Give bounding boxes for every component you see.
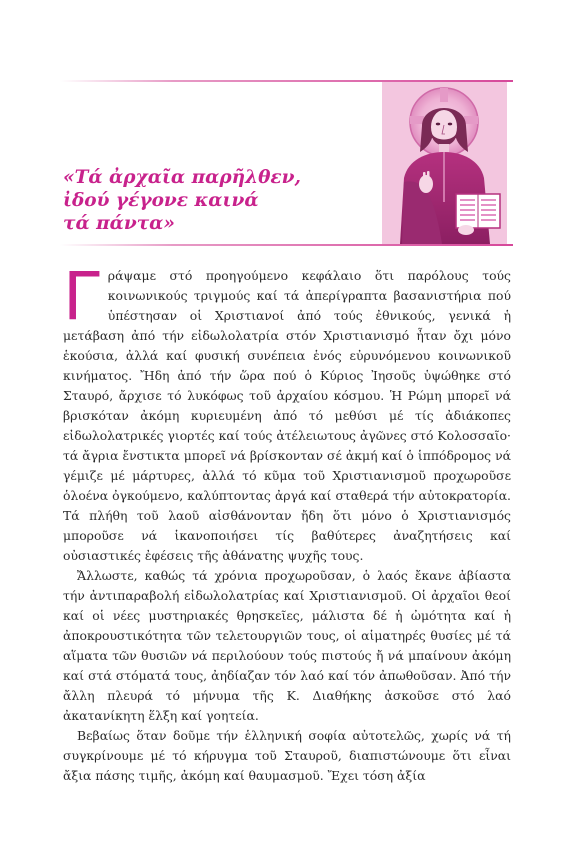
drop-cap: Γ <box>63 258 100 335</box>
title-line-3: τά πάντα» <box>63 213 175 234</box>
christ-pantocrator-icon <box>382 82 507 244</box>
paragraph-1 <box>63 258 511 566</box>
title-line-2: ἰδού γέγονε καινά <box>63 190 259 211</box>
paragraph-3: Βεβαίως ὅταν δοῦμε τήν ἑλληνική σοφία αὐτοτελῶς, χωρίς νά τή συγκρίνουμε μέ τό κήρυγμα τοῦ Σταυροῦ, διαπιστώνουμε ὅτι εἶναι ἄξια πάσης τιμῆς, ἀκόμη καί θαυμασμοῦ. Ἔχει τόση ἀξία <box>63 728 511 783</box>
paragraph-1-text: ράψαμε στό προηγούμενο κεφάλαιο ὅτι παρόλους τούς κοινωνικούς τριγμούς καί τά ἀπερίγραπτα βασανιστήρια πού ὑπέστησαν οἱ Χριστιανοί ἀπό τούς ἐθνικούς, γενικά ἡ μετάβαση ἀπό τήν εἰδωλολατρία στόν Χριστιανισμό ἦταν ὄχι μόνο ἑκούσια, ἀλλά καί φυσική συνέπεια ἑνός εὐρυνόμενου κοινωνικοῦ κινήματος. Ἤδη ἀπό τήν ὥρα πού ὁ Κύριος Ἰησοῦς ὑψώθηκε στό Σταυρό, ἄρχισε τό λυκόφως τοῦ ἀρχαίου κόσμου. Ἡ Ρώμη μπορεῖ νά βρισκόταν ἀκόμη κυριευμένη ἀπό τό μεθύσι μέ τίς ἀδιάκοπες εἰδωλολατρικές γιορτές καί τούς ἀτέλειωτους ἀγῶνες στό Κολοσσαῖο· τά ἄγρια ἔνστικτα μπορεῖ νά βρίσκονταν σέ ἀκμή καί ὁ ἱππόδρομος νά γέμιζε μέ μάρτυρες, ἀλλά τό κῦμα τοῦ Χριστιανισμοῦ προχωροῦσε ὁλοένα ὀγκούμενο, καλύπτοντας ἀργά καί σταθερά τήν αὐτοκρατορία. Τά πλήθη τοῦ λαοῦ αἰσθάνονταν ἤδη ὅτι μόνο ὁ Χριστιανισμός μποροῦσε νά ἱκανοποιήσει τίς βαθύτερες ἀναζητήσεις καί οὐσιαστικές ἐφέσεις τῆς ἀθάνατης ψυχῆς τους. <box>63 268 511 563</box>
chapter-title <box>63 166 333 235</box>
body-text <box>63 258 511 786</box>
title-line-1: «Τά ἀρχαῖα παρῆλθεν, <box>63 167 301 188</box>
paragraph-2: Ἄλλωστε, καθώς τά χρόνια προχωροῦσαν, ὁ λαός ἔκανε ἀβίαστα τήν ἀντιπαραβολή εἰδωλολατρίας καί Χριστιανισμοῦ. Οἱ ἀρχαῖοι θεοί καί οἱ νέες μυστηριακές θρησκεῖες, μάλιστα δέ ἡ ὠμότητα καί ἡ ἀποκρουστικότητα τῶν τελετουργιῶν τους, οἱ αἱματηρές θυσίες μέ τά αἵματα τῶν θυσιῶν νά περιλούουν τούς πιστούς ἤ νά μπαίνουν ἀκόμη καί στά στόματά τους, ἀηδίαζαν τόν λαό καί τόν ἀπωθοῦσαν. Ἀπό τήν ἄλλη πλευρά τό μήνυμα τῆς Κ. Διαθήκης ἀσκοῦσε στό λαό ἀκατανίκητη ἕλξη καί γοητεία. <box>63 568 511 723</box>
header-divider <box>60 244 513 246</box>
